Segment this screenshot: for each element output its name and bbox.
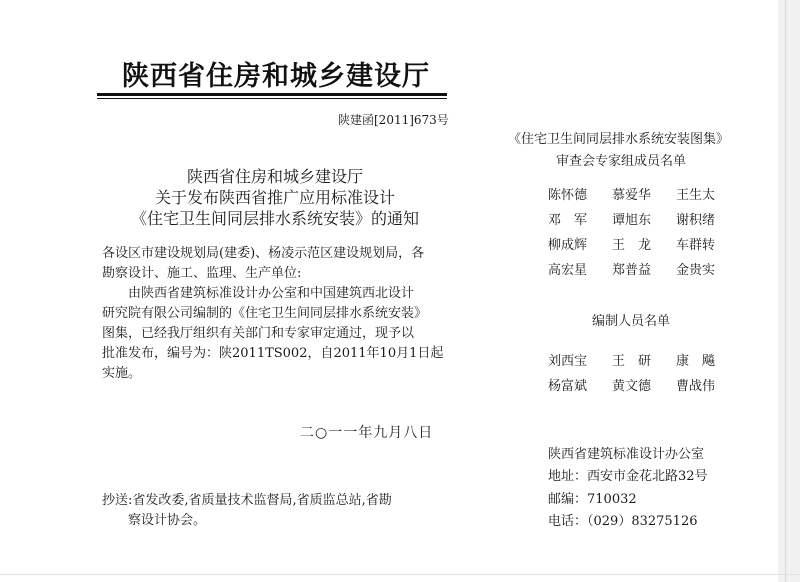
editor-name: 杨富斌: [548, 379, 588, 394]
committee-member: 陈怀德: [548, 188, 588, 203]
committee-member: 谭旭东: [612, 213, 652, 228]
letterhead-rule-thick: [97, 93, 447, 96]
editor-name: 刘西宝: [548, 354, 588, 369]
org-letterhead-title: 陕西省住房和城乡建设厅: [122, 61, 430, 92]
page-bottom-edge: [0, 574, 800, 575]
committee-row: [548, 259, 715, 278]
committee-member: 金贵实: [676, 263, 716, 278]
committee-member: 邓 军: [548, 213, 588, 228]
notice-title-line-2: 关于发布陕西省推广应用标准设计: [154, 188, 395, 207]
notice-title-line-1: 陕西省住房和城乡建设厅: [186, 167, 363, 186]
committee-title-line-2: 审查会专家组成员名单: [556, 154, 687, 169]
cc-line-2: 察设计协会。: [128, 513, 207, 528]
contact-office: 陕西省建筑标准设计办公室: [548, 447, 705, 462]
notice-title-line-3: 《住宅卫生间同层排水系统安装》的通知: [130, 209, 419, 228]
signature-date: 二○一一年九月八日: [300, 425, 434, 441]
editors-title: 编制人员名单: [592, 314, 671, 329]
committee-member: 高宏星: [548, 263, 588, 278]
committee-row: [548, 184, 715, 203]
editor-row: [548, 375, 715, 394]
committee-title-line-1: 《住宅卫生间同层排水系统安装图集》: [508, 132, 730, 147]
document-number: 陕建函[2011]673号: [338, 113, 449, 127]
body-line-4: 研究院有限公司编制的《住宅卫生间同层排水系统安装》: [102, 306, 428, 321]
committee-member: 车群转: [676, 238, 716, 253]
body-line-1: 各设区市建设规划局(建委)、杨凌示范区建设规划局，各: [102, 246, 425, 261]
contact-address: 地址：西安市金花北路32号: [548, 469, 708, 484]
body-line-3: 由陕西省建筑标准设计办公室和中国建筑西北设计: [128, 286, 415, 301]
committee-member: 柳成辉: [548, 238, 588, 253]
page-fold-line: [785, 0, 786, 582]
editor-row: [548, 350, 715, 369]
committee-member: 王 龙: [612, 238, 652, 253]
contact-postcode: 邮编：710032: [548, 492, 637, 507]
contact-phone: 电话：（029）83275126: [548, 514, 698, 529]
body-line-7: 实施。: [102, 366, 142, 381]
cc-line-1: 抄送:省发改委,省质量技术监督局,省质监总站,省勘: [102, 493, 392, 508]
committee-member: 慕爱华: [612, 188, 652, 203]
editor-name: 曹战伟: [676, 379, 716, 394]
committee-member: 郑普益: [612, 263, 652, 278]
editor-name: 黄文德: [612, 379, 652, 394]
page-fold-shadow: [778, 0, 800, 582]
letterhead-rule-thin: [97, 98, 447, 99]
committee-member: 王生太: [676, 188, 716, 203]
editor-name: 王 研: [612, 354, 652, 369]
body-line-2: 勘察设计、施工、监理、生产单位:: [102, 266, 302, 281]
editor-name: 康 飚: [676, 354, 716, 369]
committee-row: [548, 234, 715, 253]
committee-row: [548, 209, 715, 228]
body-line-6: 批准发布，编号为：陕2011TS002，自2011年10月1日起: [102, 346, 444, 361]
committee-member: 谢积绪: [676, 213, 716, 228]
body-line-5: 图集，已经我厅组织有关部门和专家审定通过，现予以: [102, 326, 415, 341]
